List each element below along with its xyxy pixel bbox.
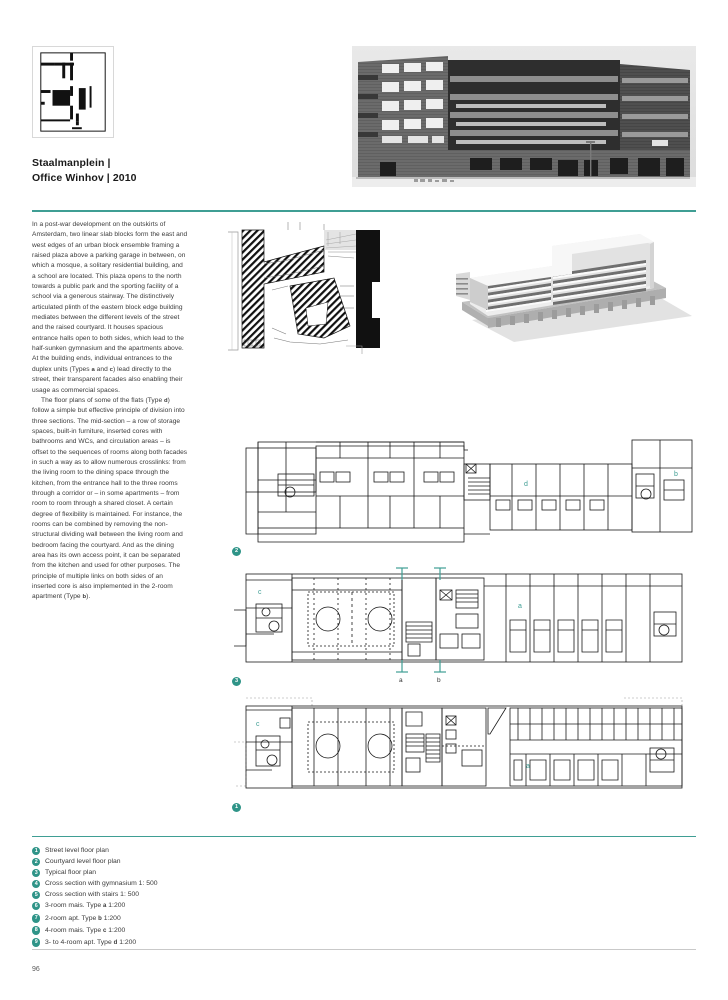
project-title-line2: Office Winhov | 2010 <box>32 171 137 184</box>
site-plan-drawing <box>228 216 404 356</box>
caption-text: Cross section with stairs 1: 500 <box>45 891 140 899</box>
body-p2-type-b: b <box>82 594 87 601</box>
svg-text:b: b <box>437 677 441 684</box>
body-p1-part1: In a post-war development on the outskirts of Amsterdam, two linear slab blocks form the east and west edges of an urban block ensemble framing a raised plaza above a parking garage in between, on which a mosque, a solitary residential building, and a school are located. This plaza opens to the north towards a public park and the sporting facility of a school via a generous stairway. The distinctively articulated plinth of the eastern block edge building mediates between the different levels of the street and the raised courtyard. It houses spacious entrance halls open to both sides, which lead to the half-sunken gymnasium and the apartments above. At the building ends, individual entrances to the duplex units (Types <box>32 221 188 373</box>
caption-number: 2 <box>32 858 40 866</box>
caption-item <box>32 937 352 949</box>
body-p1-part3: ) lead directly to the street, their transparent facades also enabling their usage as commercial spaces. <box>32 365 183 394</box>
project-title-line1: Staalmanplein | <box>32 157 111 169</box>
caption-number: 5 <box>32 891 40 899</box>
svg-text:a: a <box>399 677 403 684</box>
caption-item <box>32 867 352 878</box>
svg-text:b: b <box>674 471 678 478</box>
caption-text: 3- to 4-room apt. Type <box>45 938 114 946</box>
caption-scale: 1:200 <box>117 938 137 946</box>
page-number: 96 <box>32 966 40 973</box>
caption-text: Courtyard level floor plan <box>45 858 121 866</box>
figure-caption-list <box>32 845 352 949</box>
caption-text: Street level floor plan <box>45 847 109 854</box>
figure-marker-1: 1 <box>232 803 241 812</box>
footer-divider-rule <box>32 949 696 950</box>
caption-text: Typical floor plan <box>45 869 97 877</box>
axonometric-model <box>454 230 698 358</box>
caption-item <box>32 913 352 925</box>
caption-number: 4 <box>32 880 40 888</box>
building-photograph <box>352 46 696 187</box>
body-paragraph-1 <box>32 220 188 396</box>
figure-marker-2: 2 <box>232 547 241 556</box>
caption-type-letter: c <box>103 927 107 934</box>
body-p1-part2: and <box>94 365 110 373</box>
body-p2-part2: ) follow a simple but effective principle of division into three sections. The mid-section – a row of storage spaces, built-in furniture, inserted cores with bathrooms and WCs, and circulation areas – is offset to the sequences of rooms along both facades in such a way as to allow numerous crosslinks: from the living room to the dining space through the kitchen, from the entrance hall to the three rooms through a corridor or – in some apartments – from room to room through a shared closet. A certain degree of flexibility is maintained. For instance, the rooms can be combined by removing the non-structural dividing wall between the living room and bedroom facing the courtyard. And as the dining area has its own access point, it can be separated from the kitchen and used for other purposes. The principle of multiple links on both sides of an inserted core is also implemented in the 2-room apartment (Type <box>32 396 188 601</box>
body-p1-type-a: a <box>91 366 95 373</box>
caption-number: 6 <box>32 902 40 910</box>
body-p1-type-c: c <box>109 366 113 373</box>
body-p2-part3: ). <box>86 593 91 601</box>
svg-text:a: a <box>518 603 522 610</box>
body-p2-part1: The floor plans of some of the flats (Type <box>41 396 165 404</box>
article-body <box>32 220 188 603</box>
caption-scale: 1:200 <box>106 926 126 934</box>
header-divider-rule <box>32 210 696 212</box>
courtyard-level-floor-plan <box>228 434 698 556</box>
caption-text: 4-room mais. Type <box>45 926 104 934</box>
svg-text:d: d <box>524 481 528 488</box>
svg-text:c: c <box>258 589 262 596</box>
captions-divider-rule <box>32 836 696 837</box>
caption-scale: 1:200 <box>106 902 126 910</box>
caption-number: 9 <box>32 938 40 946</box>
figure-marker-3: 3 <box>232 677 241 686</box>
caption-text: Cross section with gymnasium 1: 500 <box>45 880 158 888</box>
caption-type-letter: a <box>103 903 107 910</box>
typical-floor-plan <box>228 564 698 686</box>
caption-item <box>32 878 352 889</box>
caption-text: 3-room mais. Type <box>45 902 104 910</box>
street-level-floor-plan <box>228 690 698 812</box>
caption-item <box>32 845 352 856</box>
svg-text:c: c <box>256 721 260 728</box>
body-paragraph-2 <box>32 396 188 603</box>
caption-item <box>32 900 352 912</box>
project-title <box>32 156 212 185</box>
caption-type-letter: b <box>98 915 102 922</box>
floor-plan-thumbnail <box>32 46 114 138</box>
caption-number: 7 <box>32 914 40 922</box>
body-p2-type-d: d <box>164 397 168 404</box>
caption-number: 3 <box>32 869 40 877</box>
caption-type-letter: d <box>113 939 118 946</box>
caption-number: 1 <box>32 847 40 855</box>
svg-text:a: a <box>526 763 530 770</box>
caption-text: 2-room apt. Type <box>45 914 99 922</box>
caption-item <box>32 889 352 900</box>
caption-scale: 1:200 <box>101 914 121 922</box>
caption-number: 8 <box>32 926 40 934</box>
caption-item <box>32 925 352 937</box>
caption-item <box>32 856 352 867</box>
